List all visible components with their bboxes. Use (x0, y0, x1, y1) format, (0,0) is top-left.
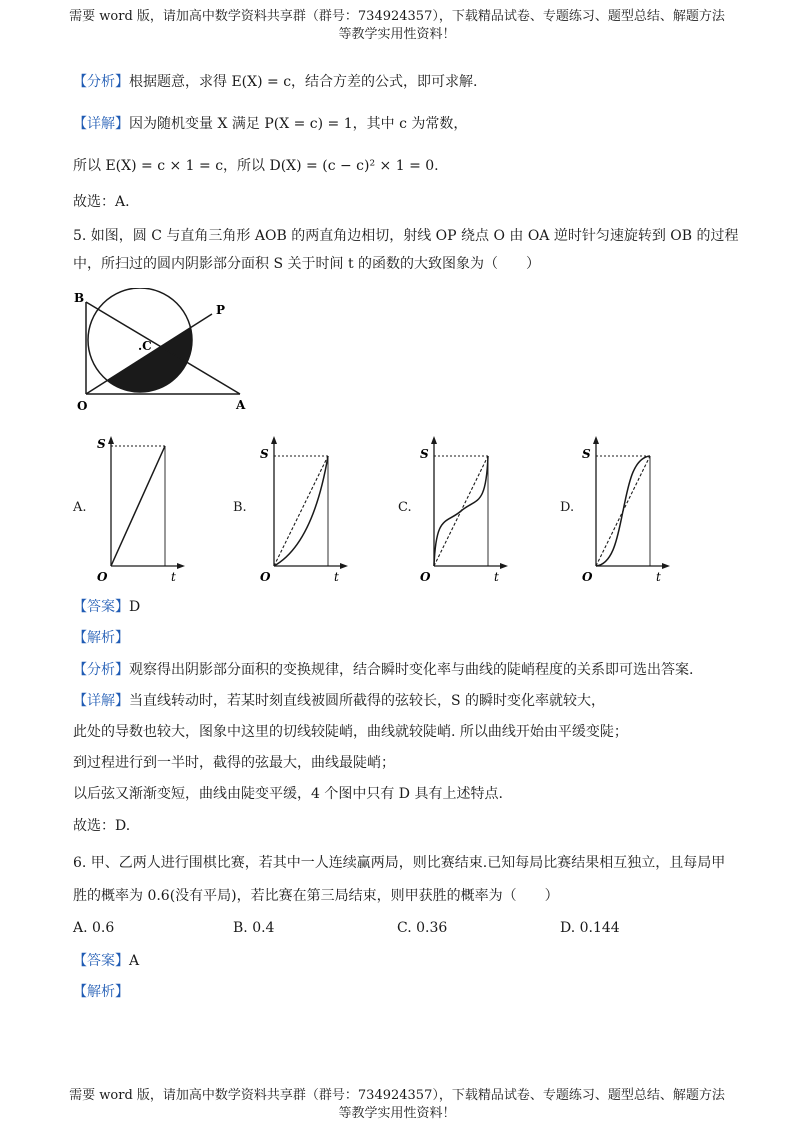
footer-line-2: 等教学实用性资料！ (338, 1106, 456, 1121)
page-header (0, 8, 794, 44)
q5-answer: 【答案】D (73, 599, 141, 615)
q6-jiexi-tag: 【解析】 (73, 984, 129, 1000)
q5-detail-1: 【详解】当直线转动时，若某时刻直线被圆所截得的弦较长，S 的瞬时变化率就较大， (73, 693, 606, 709)
q5-choose: 故选：D. (73, 818, 131, 834)
axis-s-label: S (97, 437, 106, 451)
q5-jiexi-tag: 【解析】 (73, 630, 129, 646)
analysis-tag: 【分析】 (73, 74, 129, 90)
origin-label: O (97, 570, 108, 584)
footer-line-1: 需要 word 版，请加高中数学资料共享群（群号：734924357），下载精品试卷、专题练习、题型总结、解题方法 (69, 1088, 725, 1103)
axis-s-label: S (582, 447, 591, 461)
q6-option-d: D. 0.144 (560, 920, 620, 936)
origin-label: O (420, 570, 431, 584)
q6-option-c: C. 0.36 (397, 920, 448, 936)
header-line-2: 等教学实用性资料！ (338, 27, 456, 42)
q6-option-a: A. 0.6 (73, 920, 115, 936)
q5-detail-3: 到过程进行到一半时，截得的弦最大，曲线最陡峭； (73, 755, 395, 771)
q5-stem-line-2: 中，所扫过的圆内阴影部分面积 S 关于时间 t 的函数的大致图象为（ ） (73, 256, 541, 272)
axis-t-label: t (656, 570, 661, 584)
label-c: .C (138, 339, 152, 353)
q6-stem-line-1: 6. 甲、乙两人进行围棋比赛，若其中一人连续赢两局，则比赛结束.已知每局比赛结果相互独立，且每局甲 (73, 855, 726, 871)
axis-t-label: t (334, 570, 339, 584)
prev-analysis: 【分析】根据题意，求得 E(X) = c，结合方差的公式，即可求解. (73, 74, 478, 90)
option-a-graph (95, 434, 185, 584)
label-o: O (77, 399, 88, 413)
option-c-graph (418, 434, 508, 584)
option-a-label: A. (73, 500, 87, 515)
option-b-label: B. (233, 500, 247, 515)
option-c-label: C. (398, 500, 412, 515)
q5-figure (70, 288, 290, 413)
q6-answer: 【答案】A (73, 953, 140, 969)
prev-choose: 故选：A. (73, 194, 130, 210)
page-footer (0, 1087, 794, 1123)
axis-s-label: S (260, 447, 269, 461)
axis-s-label: S (420, 447, 429, 461)
q5-stem-line-1: 5. 如图，圆 C 与直角三角形 AOB 的两直角边相切，射线 OP 绕点 O 由 OA 逆时针匀速旋转到 OB 的过程 (73, 228, 739, 244)
detail-tag: 【详解】 (73, 116, 129, 132)
q5-analysis: 【分析】观察得出阴影部分面积的变换规律，结合瞬时变化率与曲线的陡峭程度的关系即可选出答案. (73, 662, 694, 678)
shaded-region (70, 314, 290, 413)
option-b-graph (258, 434, 348, 584)
axis-t-label: t (494, 570, 499, 584)
axis-t-label: t (171, 570, 176, 584)
label-b: B (74, 291, 85, 305)
label-a: A (236, 398, 246, 412)
prev-detail: 【详解】因为随机变量 X 满足 P(X = c) = 1，其中 c 为常数， (73, 116, 468, 132)
q5-detail-2: 此处的导数也较大，图象中这里的切线较陡峭，曲线就较陡峭. 所以曲线开始由平缓变陡； (73, 724, 628, 740)
option-d-label: D. (560, 500, 575, 515)
origin-label: O (260, 570, 271, 584)
prev-so: 所以 E(X) = c × 1 = c，所以 D(X) = (c − c)² × 1 = 0. (73, 158, 439, 174)
origin-label: O (582, 570, 593, 584)
q6-stem-line-2: 胜的概率为 0.6(没有平局)，若比赛在第三局结束，则甲获胜的概率为（ ） (73, 888, 559, 904)
option-d-graph (580, 434, 670, 584)
q5-detail-4: 以后弦又渐渐变短，曲线由陡变平缓，4 个图中只有 D 具有上述特点. (73, 786, 503, 802)
q6-option-b: B. 0.4 (233, 920, 275, 936)
label-p: P (216, 303, 226, 317)
header-line-1: 需要 word 版，请加高中数学资料共享群（群号：734924357），下载精品试卷、专题练习、题型总结、解题方法 (69, 9, 725, 24)
